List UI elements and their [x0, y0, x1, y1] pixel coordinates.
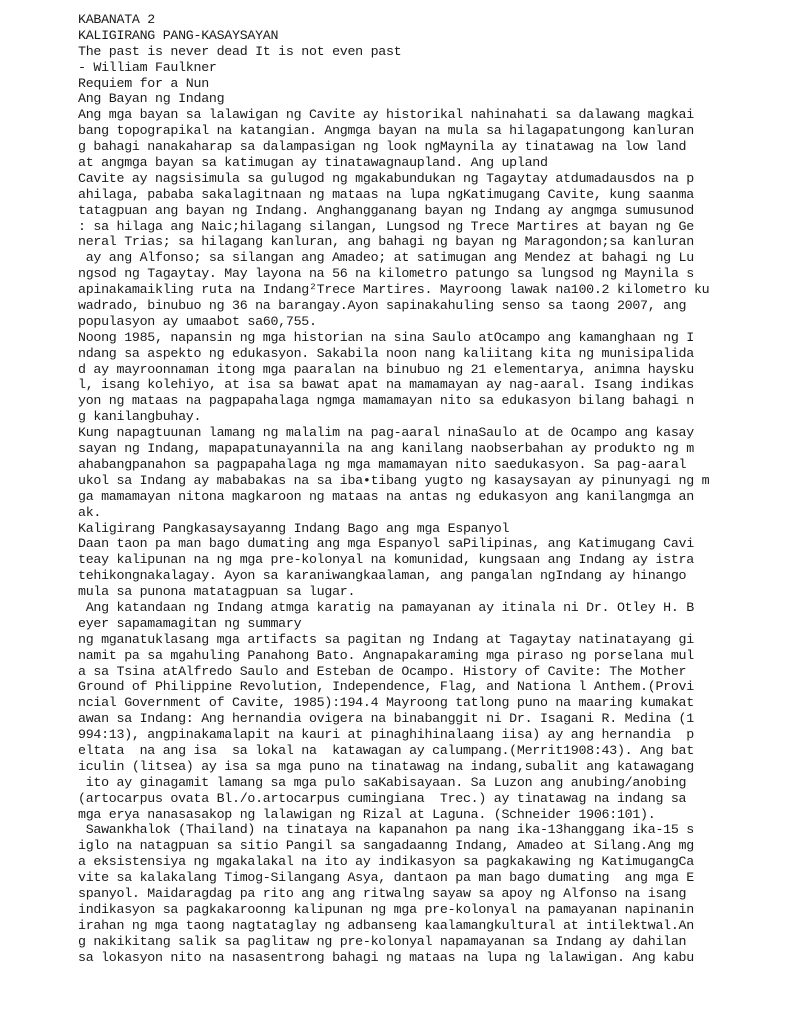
text-line: ndang sa aspekto ng edukasyon. Sakabila noon nang kaliitang kita ng munisipalida: [78, 345, 694, 361]
text-line: KABANATA 2: [78, 12, 155, 27]
text-line: l, isang kolehiyo, at isa sa bawat apat na mamamayan ay nag-aaral. Isang indikas: [78, 377, 694, 393]
text-line: g nakikitang salik sa paglitaw ng pre-kolonyal napamayanan sa Indang ay dahilan: [78, 933, 687, 949]
text-line: Ang Bayan ng Indang: [78, 91, 225, 107]
text-line: awan sa Indang: Ang hernandia ovigera na binabanggit ni Dr. Isagani R. Medina (1: [78, 711, 694, 727]
text-line: ukol sa Indang ay mababakas na sa iba•tibang yugto ng kasaysayan ay pinunyagi ng m: [78, 472, 710, 488]
text-line: tehikongnakalagay. Ayon sa karaniwangkaalaman, ang pangalan ngIndang ay hinango: [78, 568, 687, 584]
text-line: Kaligirang Pangkasaysayanng Indang Bago ang mga Espanyol: [78, 520, 510, 536]
text-line: teay kalipunan na ng mga pre-kolonyal na komunidad, kungsaan ang Indang ay istra: [78, 552, 694, 568]
text-line: (artocarpus ovata Bl./o.artocarpus cumingiana Trec.) ay tinatawag na indang sa: [78, 790, 687, 806]
text-line: populasyon ay umaabot sa60,755.: [78, 313, 317, 329]
text-line: iculin (litsea) ay isa sa mga puno na tinatawag na indang,subalit ang katawagang: [78, 758, 694, 774]
text-line: sayan ng Indang, mapapatunayannila na ang kanilang naobserbahan ay produkto ng m: [78, 441, 694, 457]
text-line: 994:13), angpinakamalapit na kauri at pinaghihinalaang iisa) ay ang hernandia p: [78, 727, 694, 743]
text-line: a sa Tsina atAlfredo Saulo and Esteban de Ocampo. History of Cavite: The Mother: [78, 663, 687, 679]
text-line: tatagpuan ang bayan ng Indang. Anghangganang bayan ng Indang ay angmga sumusunod: [78, 202, 694, 218]
text-line: : sa hilaga ang Naic;hilagang silangan, Lungsod ng Trece Martires at bayan ng Ge: [78, 218, 694, 234]
text-line: yon ng mataas na pagpapahalaga ngmga mamamayan nito sa edukasyon bilang bahagi n: [78, 393, 694, 409]
text-line: d ay mayroonnaman itong mga paaralan na binubuo ng 21 elementarya, animna haysku: [78, 361, 694, 377]
text-line: Cavite ay nagsisimula sa gulugod ng mgakabundukan ng Tagaytay atdumadausdos na p: [78, 170, 694, 186]
text-line: at angmga bayan sa katimugan ay tinatawagnaupland. Ang upland: [78, 155, 548, 171]
text-line: irahan ng mga taong nagtataglay ng adbanseng kaalamangkultural at intilektwal.An: [78, 917, 694, 933]
text-line: apinakamaikling ruta na Indang²Trece Martires. Mayroong lawak na100.2 kilometro ku: [78, 282, 710, 298]
text-line: neral Trias; sa hilagang kanluran, ang bahagi ng bayan ng Maragondon;sa kanluran: [78, 234, 694, 250]
text-line: Ang mga bayan sa lalawigan ng Cavite ay historikal nahinahati sa dalawang magkai: [78, 107, 694, 123]
text-line: ak.: [78, 504, 102, 520]
text-line: ay ang Alfonso; sa silangan ang Amadeo; at satimugan ang Mendez at bahagi ng Lu: [78, 250, 694, 266]
text-line: mga erya nanasasakop ng lalawigan ng Rizal at Laguna. (Schneider 1906:101).: [78, 806, 656, 822]
text-line: ahabangpanahon sa pagpapahalaga ng mga mamamayan nito saedukasyon. Sa pag-aaral: [78, 456, 687, 472]
text-line: ng mganatuklasang mga artifacts sa pagitan ng Indang at Tagaytay natinatayang gi: [78, 631, 694, 647]
text-line: Ground of Philippine Revolution, Independence, Flag, and Nationa l Anthem.(Provi: [78, 679, 694, 695]
document-page: [78, 12, 778, 965]
text-line: ito ay ginagamit lamang sa mga pulo saKabisayaan. Sa Luzon ang anubing/anobing: [78, 774, 687, 790]
text-line: Kung napagtuunan lamang ng malalim na pag-aaral ninaSaulo at de Ocampo ang kasay: [78, 425, 694, 441]
text-line: indikasyon sa pagkakaroonng kalipunan ng mga pre-kolonyal na pamayanan napinanin: [78, 901, 694, 917]
text-line: ngsod ng Tagaytay. May layona na 56 na kilometro patungo sa lungsod ng Maynila s: [78, 266, 694, 282]
text-line: spanyol. Maidaragdag pa rito ang ang ritwalng sayaw sa apoy ng Alfonso na isang: [78, 885, 687, 901]
text-line: namit pa sa mgahuling Panahong Bato. Angnapakaraming mga piraso ng porselana mul: [78, 647, 694, 663]
text-line: Daan taon pa man bago dumating ang mga Espanyol saPilipinas, ang Katimugang Cavi: [78, 536, 694, 552]
text-line: g bahagi nanakaharap sa dalampasigan ng look ngMaynila ay tinatawag na low land: [78, 139, 687, 155]
text-line: - William Faulkner: [78, 59, 217, 75]
text-line: The past is never dead It is not even past: [78, 43, 402, 59]
text-line: Ang katandaan ng Indang atmga karatig na pamayanan ay itinala ni Dr. Otley H. B: [78, 599, 694, 615]
text-line: wadrado, binubuo ng 36 na barangay.Ayon sapinakahuling senso sa taong 2007, ang: [78, 298, 687, 314]
text-line: KALIGIRANG PANG-KASAYSAYAN: [78, 27, 279, 43]
text-line: ncial Government of Cavite, 1985):194.4 Mayroong tatlong puno na maaring kumakat: [78, 695, 694, 711]
text-line: eyer sapamamagitan ng summary: [78, 615, 302, 631]
text-line: ga mamamayan nitona magkaroon ng mataas na antas ng edukasyon ang kanilangmga an: [78, 488, 694, 504]
text-line: iglo na natagpuan sa sitio Pangil sa sangadaanng Indang, Amadeo at Silang.Ang mg: [78, 838, 694, 854]
text-line: Sawankhalok (Thailand) na tinataya na kapanahon pa nang ika-13hanggang ika-15 s: [78, 822, 694, 838]
text-line: ahilaga, pababa sakalagitnaan ng mataas na lupa ngKatimugang Cavite, kung saanma: [78, 186, 694, 202]
text-line: g kanilangbuhay.: [78, 409, 202, 425]
text-line: vite sa kalakalang Timog-Silangang Asya, dantaon pa man bago dumating ang mga E: [78, 870, 694, 886]
text-line: Noong 1985, napansin ng mga historian na sina Saulo atOcampo ang kamanghaan ng I: [78, 329, 694, 345]
text-line: sa lokasyon nito na nasasentrong bahagi ng mataas na lupa ng lalawigan. Ang kabu: [78, 949, 694, 965]
text-line: eltata na ang isa sa lokal na katawagan ay calumpang.(Merrit1908:43). Ang bat: [78, 742, 694, 758]
text-line: Requiem for a Nun: [78, 75, 209, 91]
text-line: mula sa punona matatagpuan sa lugar.: [78, 584, 356, 600]
text-line: a eksistensiya ng mgakalakal na ito ay indikasyon sa pagkakawing ng KatimugangCa: [78, 854, 694, 870]
text-line: bang topograpikal na katangian. Angmga bayan na mula sa hilagapatungong kanluran: [78, 123, 694, 139]
